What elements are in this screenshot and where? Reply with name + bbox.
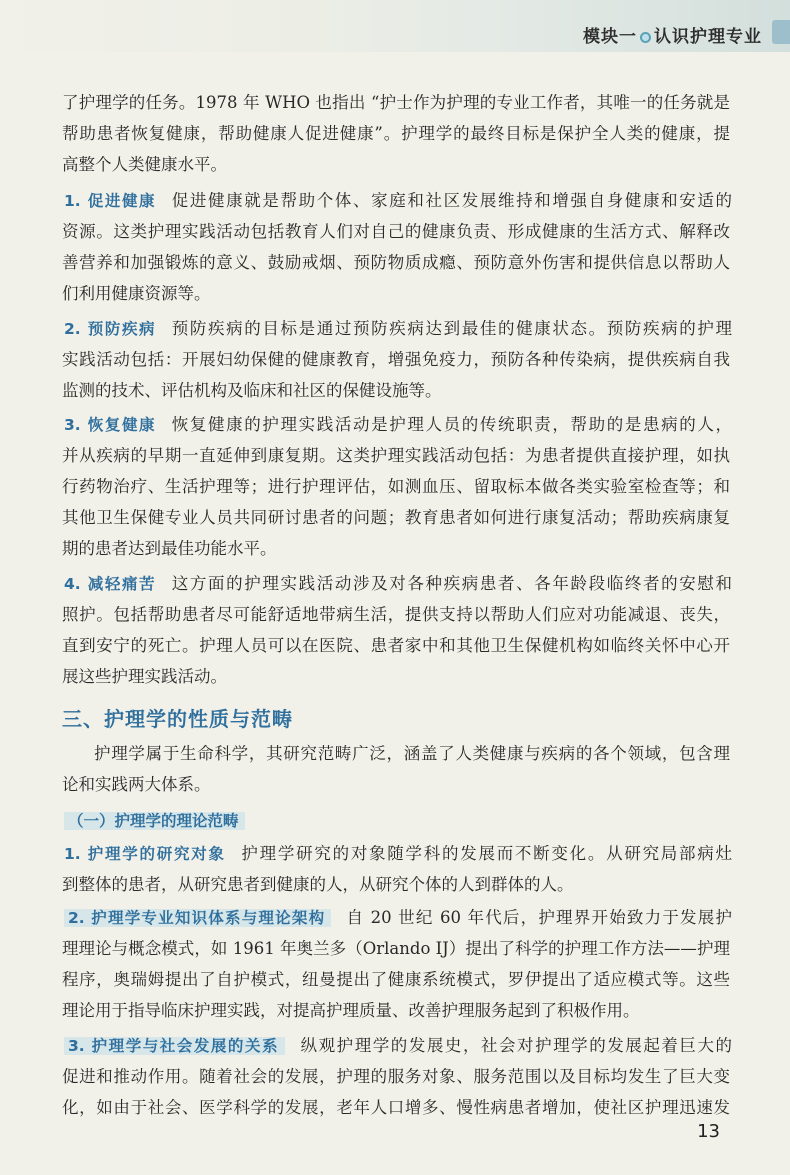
section-heading: 三、护理学的性质与范畴: [62, 707, 293, 731]
subsection-label: （一）护理学的理论范畴: [64, 812, 245, 830]
task-line: 资源。这类护理实践活动包括教育人们对自己的健康负责、形成健康的生活方式、解释改: [62, 222, 730, 241]
task-restore-health: [64, 414, 732, 436]
task-line: 监测的技术、评估机构及临床和社区的保健设施等。: [62, 381, 442, 400]
intro-line: 帮助患者恢复健康，帮助健康人促进健康”。护理学的最终目标是保护全人类的健康，提: [62, 124, 730, 143]
section-intro-line: 护理学属于生命科学，其研究范畴广泛，涵盖了人类健康与疾病的各个领域，包含理: [94, 744, 730, 763]
intro-line: 高整个人类健康水平。: [62, 155, 227, 174]
running-header: [583, 22, 762, 47]
task-line: 直到安宁的死亡。护理人员可以在医院、患者家中和其他卫生保健机构如临终关怀中心开: [62, 636, 730, 655]
task-label: 4. 减轻痛苦: [64, 575, 157, 593]
task-promote-health: [64, 190, 732, 212]
item-line: 促进和推动作用。随着社会的发展，护理的服务对象、服务范围以及目标均发生了巨大变: [62, 1067, 730, 1086]
task-text: 恢复健康的护理实践活动是护理人员的传统职责，帮助的是患病的人，: [170, 415, 732, 434]
scope-social-development: [64, 1035, 732, 1057]
header-title: 认识护理专业: [654, 27, 762, 47]
task-relieve-suffering: [64, 573, 732, 595]
item-text: 纵观护理学的发展史，社会对护理学的发展起着巨大的: [299, 1036, 732, 1055]
section-intro-line: 论和实践两大体系。: [62, 775, 211, 794]
task-text: 预防疾病的目标是通过预防疾病达到最佳的健康状态。预防疾病的护理: [170, 319, 732, 338]
header-tab-decoration: [772, 20, 790, 44]
page-number: 13: [697, 1121, 720, 1142]
subsection-heading: [64, 810, 732, 832]
task-line: 们利用健康资源等。: [62, 284, 211, 303]
task-line: 照护。包括帮助患者尽可能舒适地带病生活，提供支持以帮助人们应对功能减退、丧失，: [62, 605, 730, 624]
task-line: 并从疾病的早期一直延伸到康复期。这类护理实践活动包括：为患者提供直接护理，如执: [62, 446, 730, 465]
task-line: 善营养和加强锻炼的意义、鼓励戒烟、预防物质成瘾、预防意外伤害和提供信息以帮助人: [62, 253, 730, 272]
task-line: 行药物治疗、生活护理等；进行护理评估，如测血压、留取标本做各类实验室检查等；和: [62, 477, 730, 496]
task-line: 期的患者达到最佳功能水平。: [62, 539, 277, 558]
task-line: 实践活动包括：开展妇幼保健的健康教育，增强免疫力，预防各种传染病，提供疾病自我: [62, 350, 730, 369]
task-label: 1. 促进健康: [64, 192, 157, 210]
task-line: 展这些护理实践活动。: [62, 667, 227, 686]
scope-knowledge-system: [64, 907, 732, 929]
item-line: 化，如由于社会、医学科学的发展，老年人口增多、慢性病患者增加，使社区护理迅速发: [62, 1098, 730, 1117]
intro-line: 了护理学的任务。1978 年 WHO 也指出 “护士作为护理的专业工作者，其唯一的任务就是: [62, 93, 730, 112]
item-line: 程序，奥瑞姆提出了自护模式，纽曼提出了健康系统模式，罗伊提出了适应模式等。这些: [62, 970, 730, 989]
item-label: 3. 护理学与社会发展的关系: [64, 1037, 285, 1055]
header-module: 模块一: [583, 27, 637, 47]
item-line: 到整体的患者，从研究患者到健康的人，从研究个体的人到群体的人。: [62, 875, 574, 894]
item-label: 2. 护理学专业知识体系与理论架构: [64, 909, 331, 927]
scope-research-object: [64, 843, 732, 865]
task-text: 这方面的护理实践活动涉及对各种疾病患者、各年龄段临终者的安慰和: [170, 574, 732, 593]
task-label: 3. 恢复健康: [64, 416, 157, 434]
item-text: 护理学研究的对象随学科的发展而不断变化。从研究局部病灶: [239, 844, 733, 863]
item-line: 理理论与概念模式，如 1961 年奥兰多（Orlando IJ）提出了科学的护理工作方法——护理: [62, 939, 730, 958]
item-line: 理论用于指导临床护理实践，对提高护理质量、改善护理服务起到了积极作用。: [62, 1001, 640, 1020]
task-text: 促进健康就是帮助个体、家庭和社区发展维持和增强自身健康和安适的: [170, 191, 732, 210]
bullet-circle-icon: [640, 32, 651, 43]
item-text: 自 20 世纪 60 年代后，护理界开始致力于发展护: [345, 908, 732, 927]
task-label: 2. 预防疾病: [64, 320, 157, 338]
item-label: 1. 护理学的研究对象: [64, 845, 226, 863]
task-prevent-disease: [64, 318, 732, 340]
task-line: 其他卫生保健专业人员共同研讨患者的问题；教育患者如何进行康复活动；帮助疾病康复: [62, 508, 730, 527]
